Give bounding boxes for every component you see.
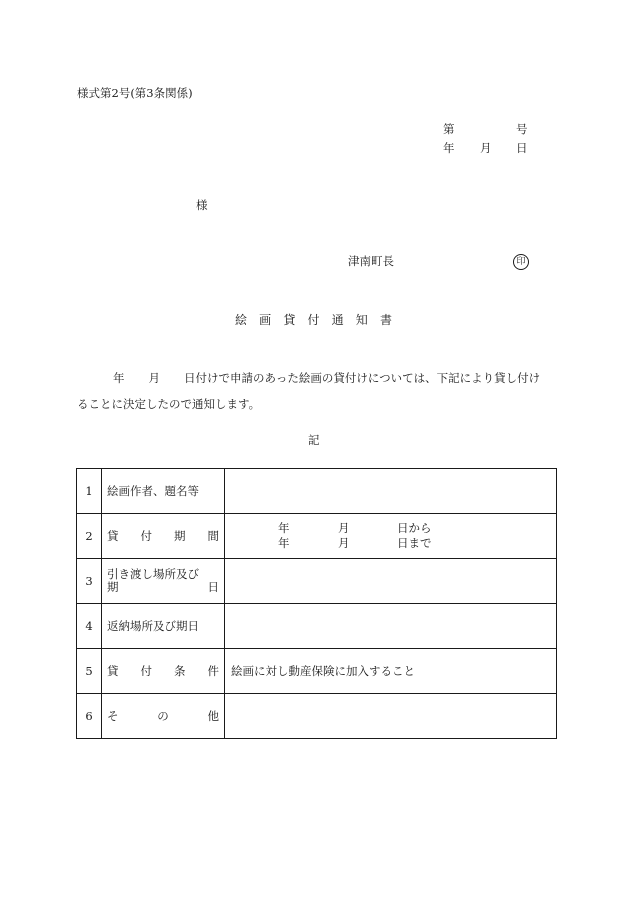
label-char: 期	[174, 529, 186, 543]
label-char: 件	[207, 664, 219, 678]
table-row	[77, 694, 557, 739]
row-label: 絵画作者、題名等	[102, 469, 225, 514]
row-value-conditions: 絵画に対し動産保険に加入すること	[225, 649, 557, 694]
label-char: 間	[207, 529, 219, 543]
label-char: 日	[207, 580, 219, 594]
title-char: 貸	[283, 313, 296, 327]
row-number: 2	[77, 514, 102, 559]
form-number: 様式第2号(第3条関係)	[77, 86, 193, 100]
row-label	[102, 514, 225, 559]
title-char: 画	[259, 313, 272, 327]
table-row	[77, 514, 557, 559]
addressee-suffix: 様	[196, 198, 208, 212]
row-number: 3	[77, 559, 102, 604]
row-label: 返納場所及び期日	[102, 604, 225, 649]
row-value-other	[225, 694, 557, 739]
body-line-1-text: 日付けで申請のあった絵画の貸付けについては、下記により貸し付け	[184, 371, 541, 385]
title-char: 知	[355, 313, 368, 327]
date-day: 日	[516, 141, 528, 155]
table-row	[77, 559, 557, 604]
row-value-period	[225, 514, 557, 559]
table-row	[77, 649, 557, 694]
period-from-year: 年	[278, 521, 290, 535]
table-row	[77, 469, 557, 514]
period-from-day: 日から	[397, 521, 432, 535]
document-number-prefix: 第	[443, 122, 455, 136]
table-row	[77, 604, 557, 649]
row-label	[102, 649, 225, 694]
date-year: 年	[443, 141, 455, 155]
details-table	[76, 468, 557, 739]
ki-heading: 記	[308, 433, 320, 447]
label-char: 他	[207, 709, 219, 723]
label-char: 期	[107, 580, 119, 594]
label-line-1: 引き渡し場所及び	[107, 567, 199, 581]
title-char: 通	[331, 313, 344, 327]
period-until-month: 月	[338, 536, 350, 550]
date-month: 月	[480, 141, 492, 155]
row-value-author-title	[225, 469, 557, 514]
title-char: 付	[307, 313, 320, 327]
seal-mark: 印	[513, 254, 529, 270]
label-char: 付	[140, 664, 152, 678]
row-number: 4	[77, 604, 102, 649]
title-char: 書	[379, 313, 392, 327]
label-char: の	[157, 709, 169, 723]
label-char: 貸	[107, 529, 119, 543]
row-number: 6	[77, 694, 102, 739]
row-label	[102, 559, 225, 604]
body-line-1	[77, 371, 557, 385]
row-number: 1	[77, 469, 102, 514]
label-char: そ	[107, 709, 119, 723]
document-title	[235, 311, 392, 328]
period-from-month: 月	[338, 521, 350, 535]
label-char: 条	[174, 664, 186, 678]
row-number: 5	[77, 649, 102, 694]
label-char: 付	[140, 529, 152, 543]
label-char: 貸	[107, 664, 119, 678]
row-value-delivery	[225, 559, 557, 604]
body-year: 年	[113, 371, 125, 385]
row-label	[102, 694, 225, 739]
document-number-suffix: 号	[516, 122, 528, 136]
row-value-return	[225, 604, 557, 649]
title-char: 絵	[235, 313, 248, 327]
period-until-day: 日まで	[397, 536, 432, 550]
body-line-2: ることに決定したので通知します。	[77, 397, 261, 411]
period-until-year: 年	[278, 536, 290, 550]
issuer-name: 津南町長	[348, 254, 394, 268]
body-month: 月	[148, 371, 160, 385]
